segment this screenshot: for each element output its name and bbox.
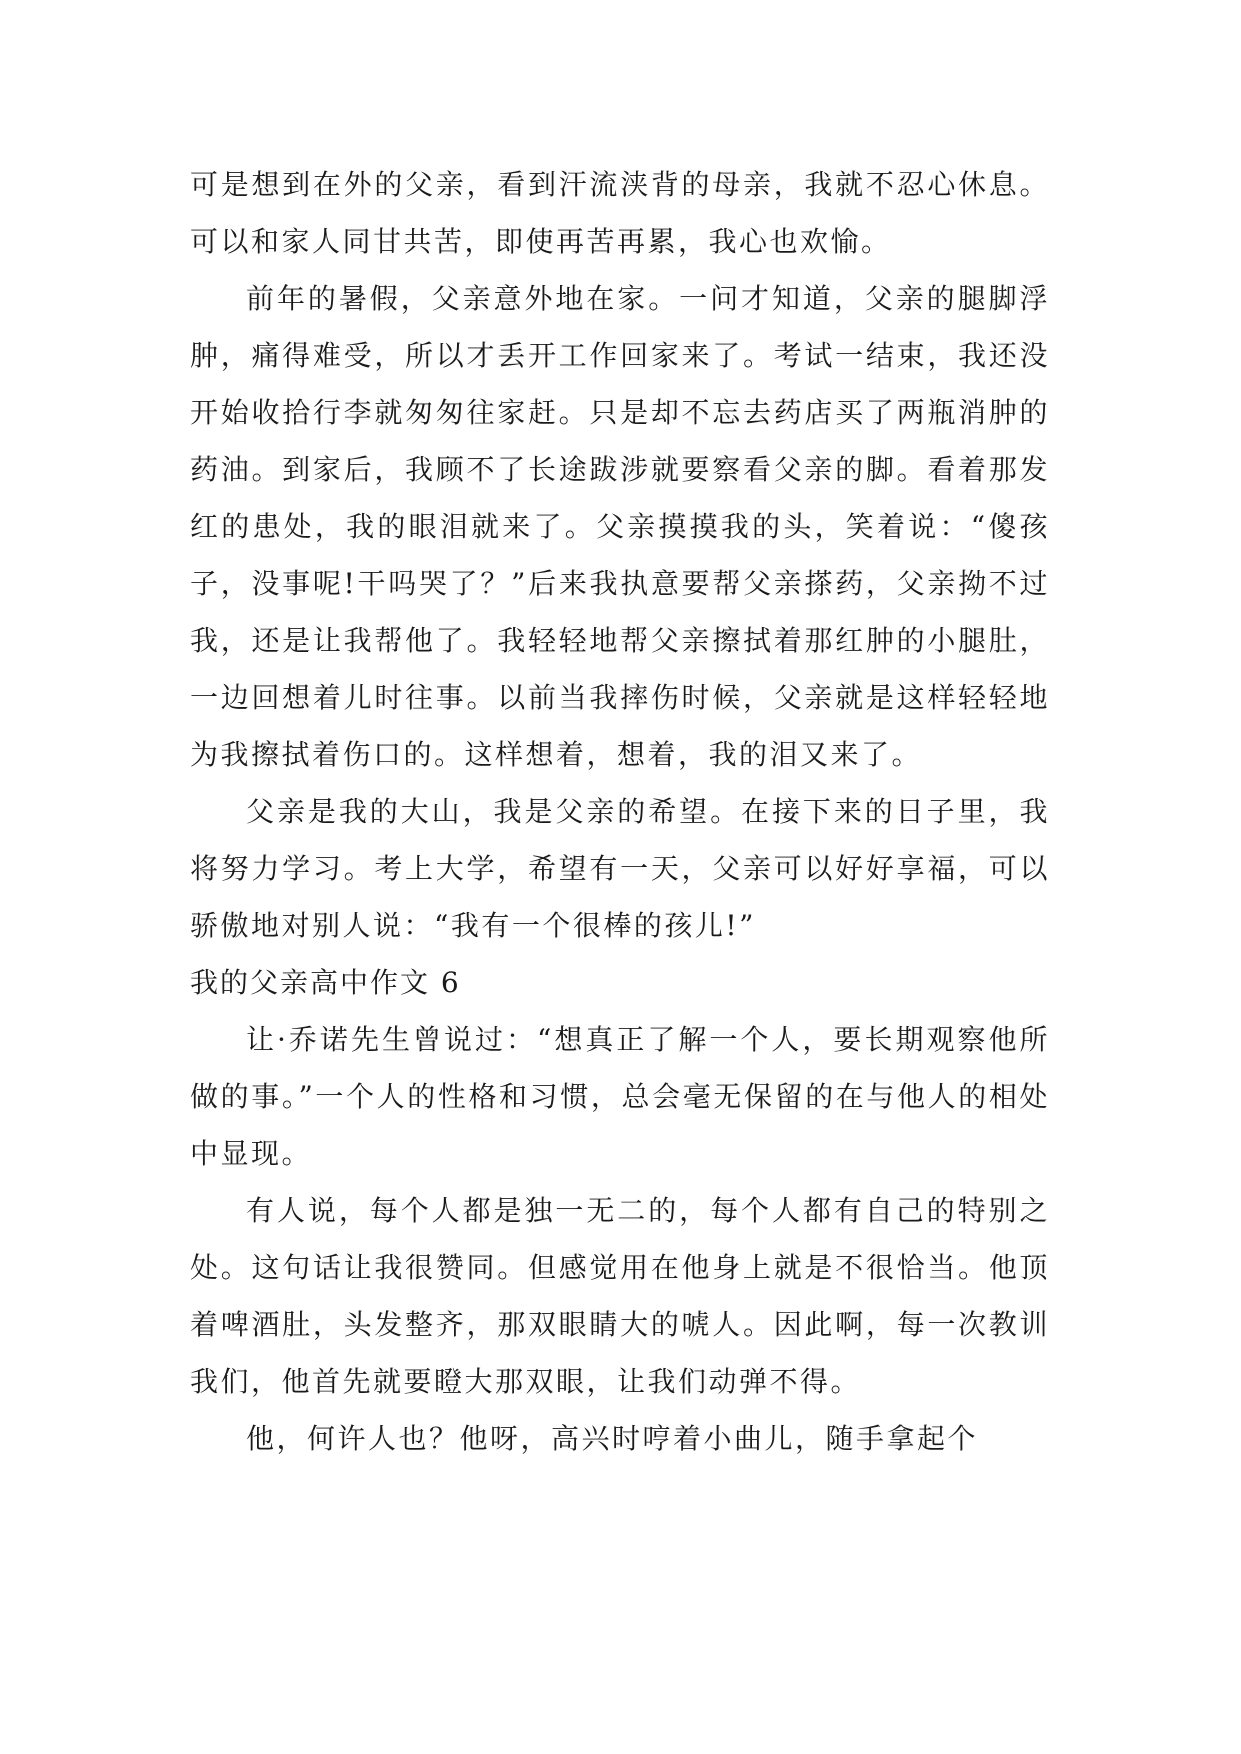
paragraph-5: 有人说，每个人都是独一无二的，每个人都有自己的特别之处。这句话让我很赞同。但感觉用在他身上就是不很恰当。他顶着啤酒肚，头发整齐，那双眼睛大的唬人。因此啊，每一次教训我们，他首先就要瞪大那双眼，让我们动弹不得。: [190, 1194, 1050, 1398]
paragraph-3: 父亲是我的大山，我是父亲的希望。在接下来的日子里，我将努力学习。考上大学，希望有一天，父亲可以好好享福，可以骄傲地对别人说：“我有一个很棒的孩儿!”: [190, 795, 1050, 942]
paragraph-1: 可是想到在外的父亲，看到汗流浃背的母亲，我就不忍心休息。可以和家人同甘共苦，即使再苦再累，我心也欢愉。: [190, 168, 1050, 258]
section-heading: 我的父亲高中作文 6: [190, 966, 461, 999]
paragraph-4: 让·乔诺先生曾说过：“想真正了解一个人，要长期观察他所做的事。”一个人的性格和习惯，总会毫无保留的在与他人的相处中显现。: [190, 1023, 1050, 1170]
paragraph-2: 前年的暑假，父亲意外地在家。一问才知道，父亲的腿脚浮肿，痛得难受，所以才丢开工作回家来了。考试一结束，我还没开始收拾行李就匆匆往家赶。只是却不忘去药店买了两瓶消肿的药油。到家后，我顾不了长途跋涉就要察看父亲的脚。看着那发红的患处，我的眼泪就来了。父亲摸摸我的头，笑着说：“傻孩子，没事呢!干吗哭了？”后来我执意要帮父亲搽药，父亲拗不过我，还是让我帮他了。我轻轻地帮父亲擦拭着那红肿的小腿肚，一边回想着儿时往事。以前当我摔伤时候，父亲就是这样轻轻地为我擦拭着伤口的。这样想着，想着，我的泪又来了。: [190, 282, 1050, 771]
document-page: [190, 156, 1050, 1467]
paragraph-6: 他，何许人也？他呀，高兴时哼着小曲儿，随手拿起个: [246, 1422, 979, 1455]
